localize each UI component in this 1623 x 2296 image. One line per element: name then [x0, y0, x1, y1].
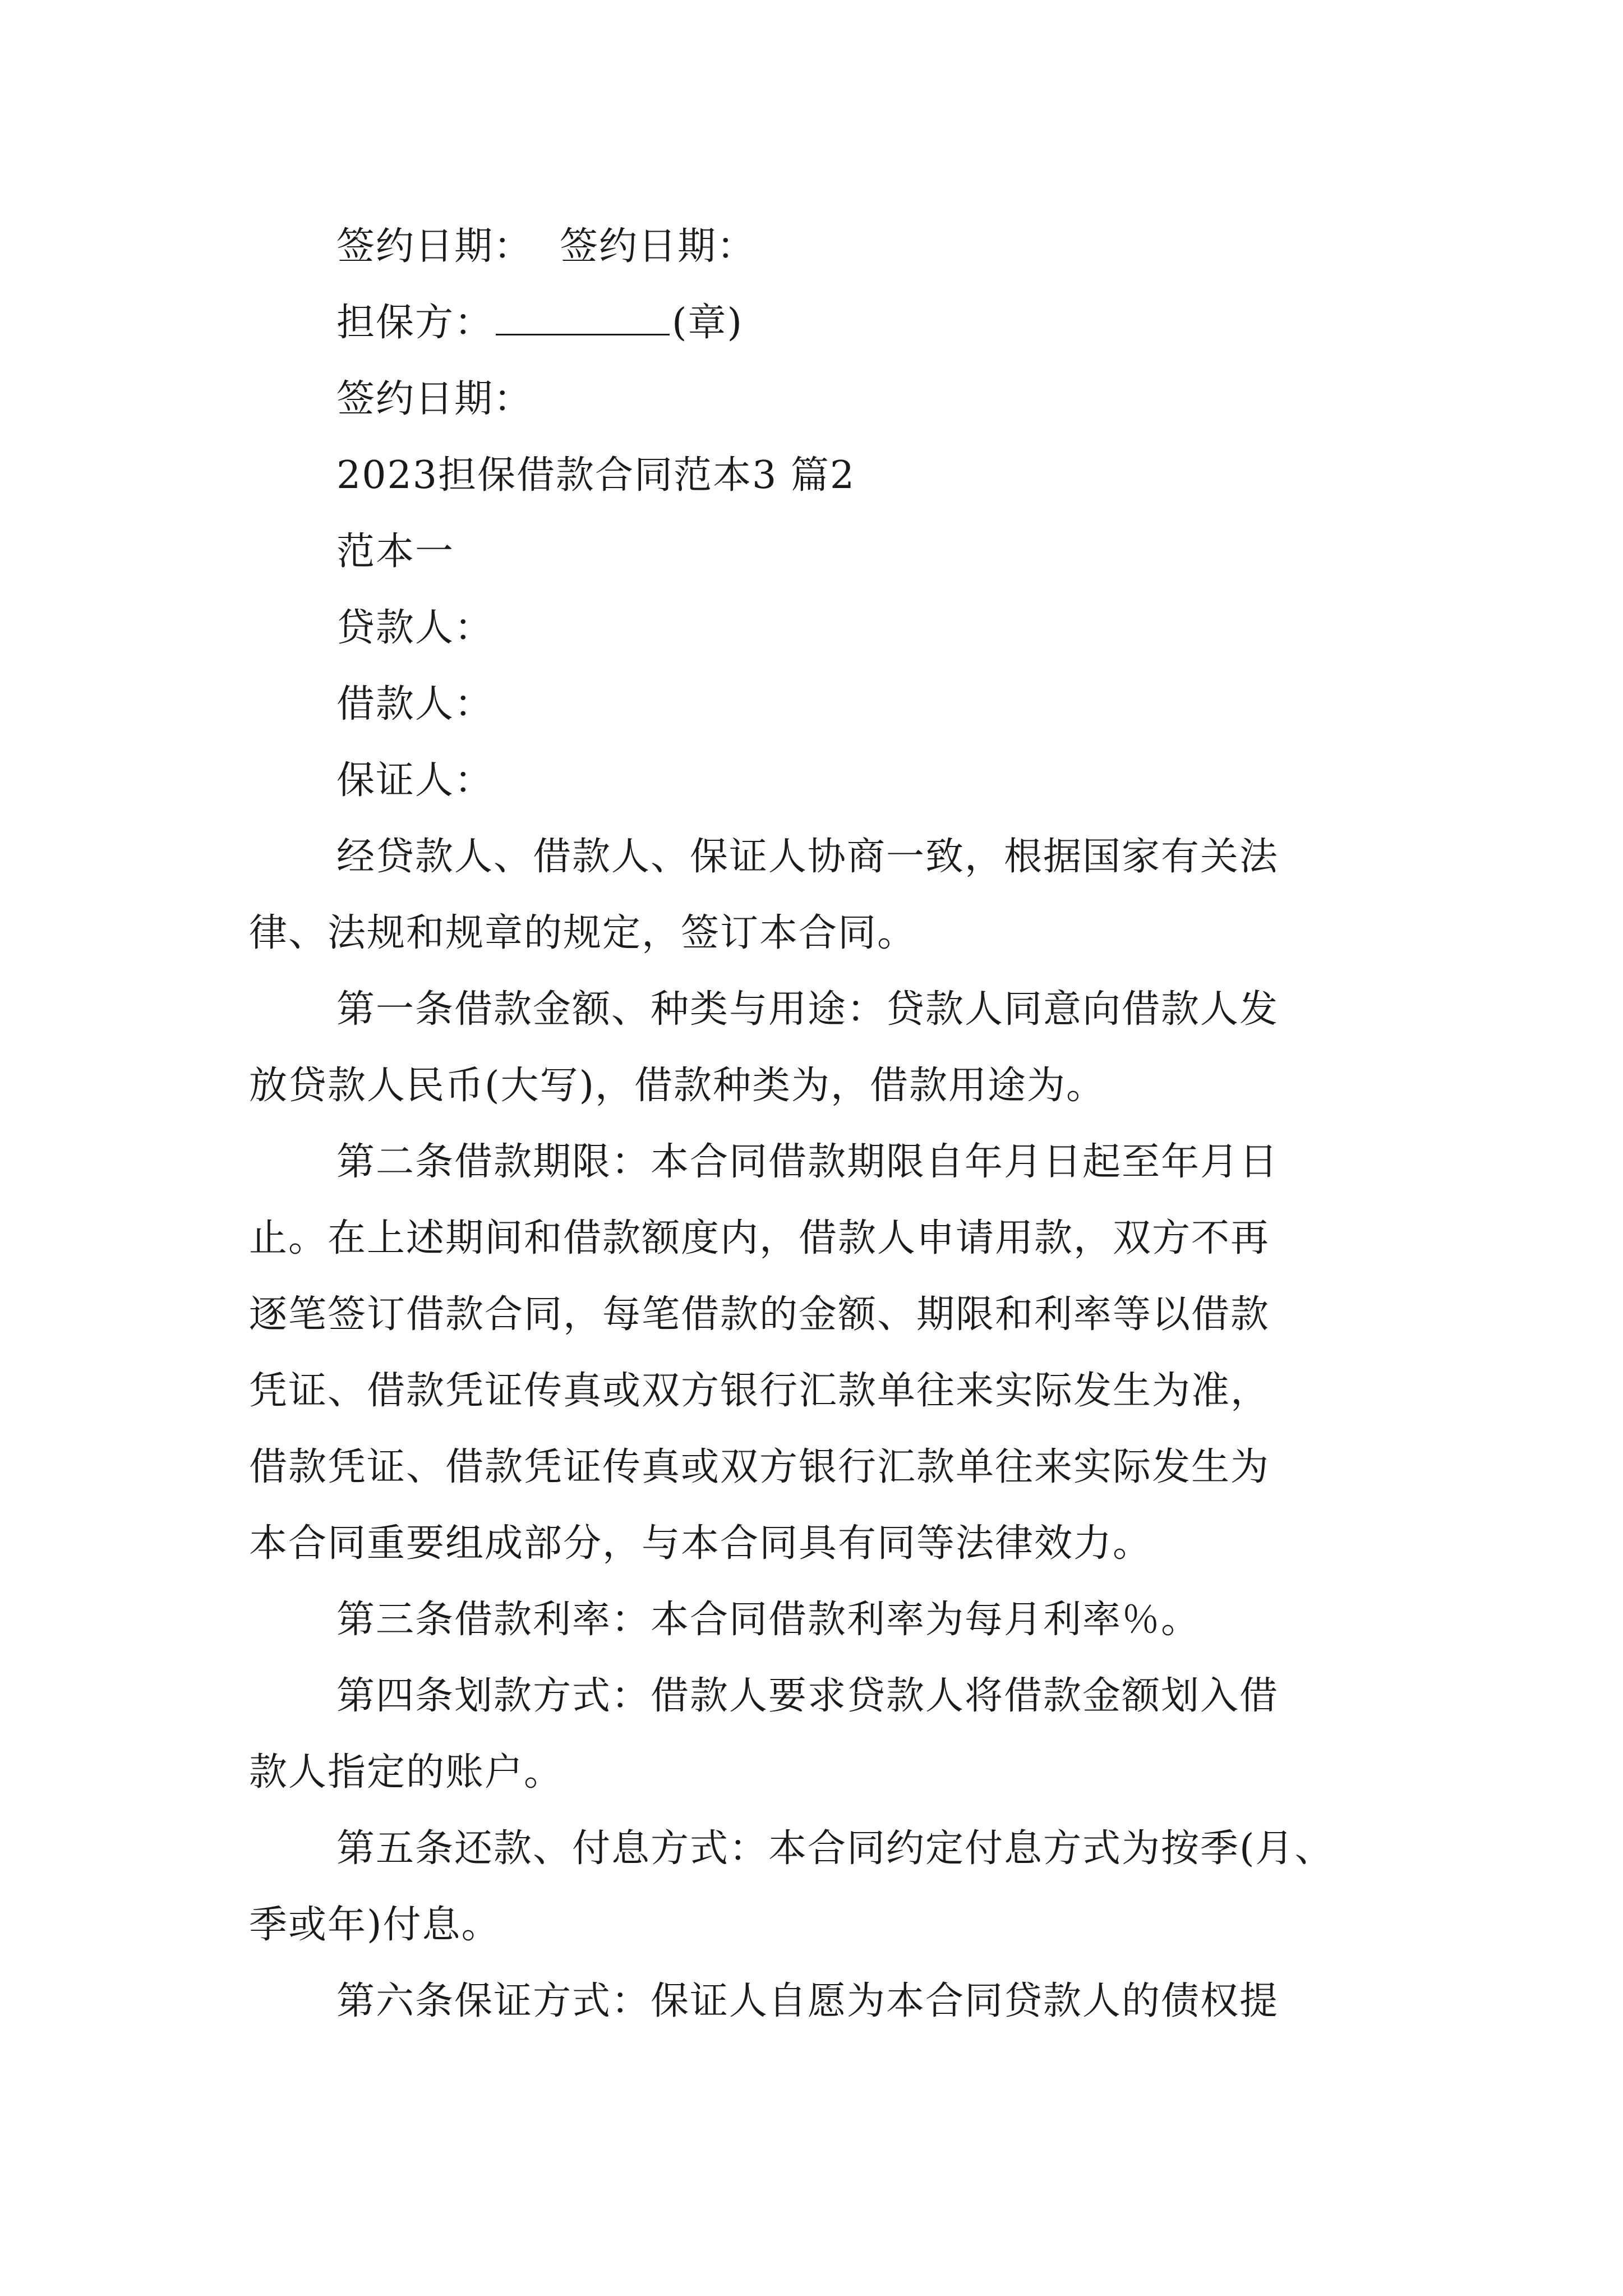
article-4-line: 款人指定的账户。 [249, 1750, 564, 1795]
article-5-line: 第五条还款、付息方式：本合同约定付息方式为按季(月、 [336, 1826, 1334, 1871]
guarantor-sign-row [249, 285, 1393, 361]
guarantor-field: 保证人： [336, 758, 494, 803]
article-4-line: 第四条划款方式：借款人要求贷款人将借款金额划入借 [336, 1674, 1279, 1718]
section-title: 2023担保借款合同范本3 篇2 [336, 453, 856, 498]
sign-date-label: 签约日期： [336, 377, 533, 421]
article-2-line: 逐笔签订借款合同，每笔借款的金额、期限和利率等以借款 [249, 1292, 1270, 1337]
document-body [249, 209, 1393, 2040]
sign-date-label: 签约日期： [336, 224, 533, 269]
intro-paragraph-line: 律、法规和规章的规定，签订本合同。 [249, 911, 917, 955]
article-3-line: 第三条借款利率：本合同借款利率为每月利率％。 [336, 1598, 1201, 1642]
article-2-line: 凭证、借款凭证传真或双方银行汇款单往来实际发生为准， [249, 1369, 1270, 1413]
borrower-field: 借款人： [336, 682, 494, 726]
article-2-line: 第二条借款期限：本合同借款期限自年月日起至年月日 [336, 1140, 1279, 1184]
article-1-line: 放贷款人民币(大写)，借款种类为，借款用途为。 [249, 1064, 1106, 1108]
intro-paragraph-line: 经贷款人、借款人、保证人协商一致，根据国家有关法 [336, 835, 1279, 879]
article-2-line: 借款凭证、借款凭证传真或双方银行汇款单往来实际发生为 [249, 1445, 1270, 1489]
lender-field: 贷款人： [336, 606, 494, 650]
article-5-line: 季或年)付息。 [249, 1903, 501, 1947]
sign-date-label: 签约日期： [560, 224, 757, 269]
article-1-line: 第一条借款金额、种类与用途：贷款人同意向借款人发 [336, 987, 1279, 1032]
guarantor-label: 担保方： [336, 301, 494, 345]
seal-label: (章) [672, 301, 744, 345]
article-2-line: 止。在上述期间和借款额度内，借款人申请用款，双方不再 [249, 1216, 1270, 1260]
sign-date-row [249, 209, 1393, 285]
article-2-line: 本合同重要组成部分，与本合同具有同等法律效力。 [249, 1521, 1152, 1566]
sign-date-row [249, 361, 1393, 438]
article-6-line: 第六条保证方式：保证人自愿为本合同贷款人的债权提 [336, 1979, 1279, 2023]
sample-title: 范本一 [336, 530, 455, 574]
signature-blank-line [496, 305, 670, 335]
